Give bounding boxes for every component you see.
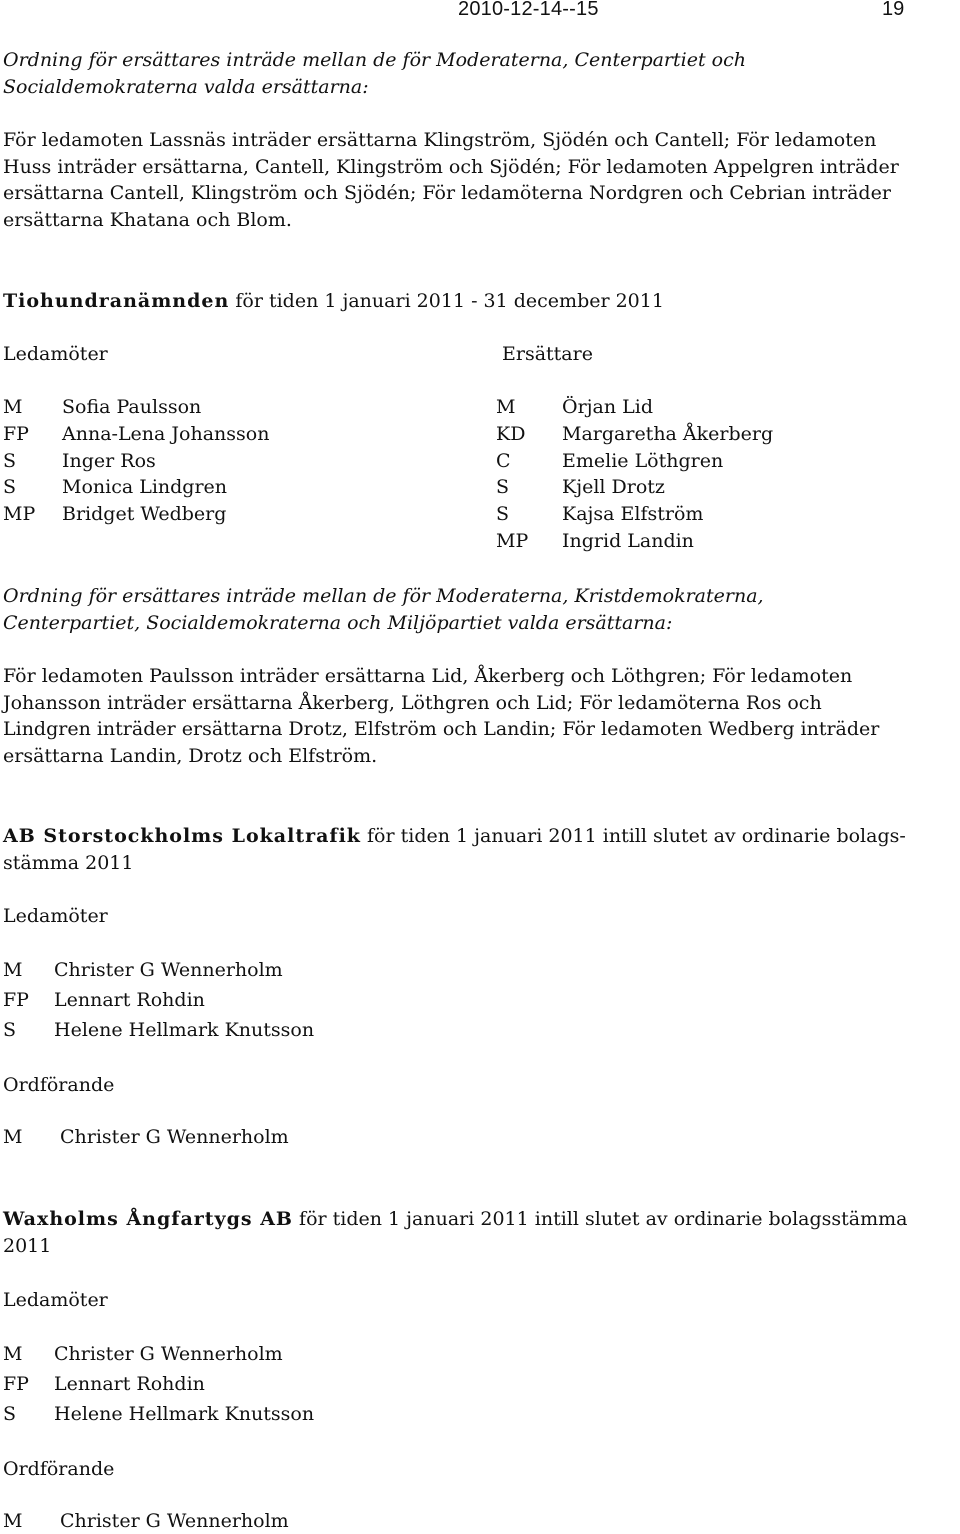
order-paragraph-line-2: Johansson inträder ersättarna Åkerberg, Löthgren och Lid; För ledamöterna Ros och: [3, 692, 822, 714]
member-name: Helene Hellmark Knutsson: [54, 1403, 315, 1425]
section-title-line-2: 2011: [3, 1235, 52, 1257]
substitute-party: S: [496, 476, 510, 498]
substitute-party: S: [496, 503, 510, 525]
member-party: FP: [3, 423, 29, 445]
order-paragraph-line-4: ersättarna Landin, Drotz och Elfström.: [3, 745, 378, 767]
section-title-bold: Waxholms Ångfartygs AB: [3, 1208, 293, 1230]
substitute-name: Emelie Löthgren: [562, 450, 724, 472]
member-name: Christer G Wennerholm: [54, 1343, 283, 1365]
member-name: Helene Hellmark Knutsson: [54, 1019, 315, 1041]
order-heading-line-1: Ordning för ersättares inträde mellan de för Moderaterna, Kristdemokraterna,: [3, 585, 764, 607]
substitute-name: Ingrid Landin: [562, 530, 694, 552]
order-paragraph-line-1: För ledamoten Lassnäs inträder ersättarna Klingström, Sjödén och Cantell; För ledamoten: [3, 129, 877, 151]
member-name: Sofia Paulsson: [62, 396, 202, 418]
order-heading-line-2: Socialdemokraterna valda ersättarna:: [3, 76, 369, 98]
substitute-party: M: [496, 396, 516, 418]
member-party: S: [3, 476, 17, 498]
section-title-line-2: stämma 2011: [3, 852, 134, 874]
order-paragraph-line-1: För ledamoten Paulsson inträder ersättarna Lid, Åkerberg och Löthgren; För ledamoten: [3, 665, 853, 687]
substitute-party: MP: [496, 530, 529, 552]
member-party: M: [3, 396, 23, 418]
order-heading-line-2: Centerpartiet, Socialdemokraterna och Miljöpartiet valda ersättarna:: [3, 612, 673, 634]
section-title-rest: för tiden 1 januari 2011 - 31 december 2011: [229, 290, 664, 312]
substitutes-label: Ersättare: [502, 343, 593, 365]
document-date: 2010-12-14--15: [458, 0, 599, 20]
member-party: FP: [3, 989, 29, 1011]
order-heading-line-1: Ordning för ersättares inträde mellan de för Moderaterna, Centerpartiet och: [3, 49, 746, 71]
substitute-name: Kjell Drotz: [562, 476, 665, 498]
substitute-party: C: [496, 450, 511, 472]
member-party: S: [3, 1019, 17, 1041]
chair-name: Christer G Wennerholm: [60, 1126, 289, 1148]
section-title-tiohundranamnden: [3, 288, 664, 315]
members-label: Ledamöter: [3, 343, 108, 365]
section-title-waxholm: [3, 1206, 907, 1233]
members-label: Ledamöter: [3, 905, 108, 927]
member-party: MP: [3, 503, 36, 525]
member-party: M: [3, 959, 23, 981]
page-number: 19: [882, 0, 905, 20]
section-title-sl: [3, 823, 906, 850]
substitute-name: Kajsa Elfström: [562, 503, 704, 525]
members-label: Ledamöter: [3, 1289, 108, 1311]
section-title-rest: för tiden 1 januari 2011 intill slutet av ordinarie bolagsstämma: [293, 1208, 908, 1230]
chair-name: Christer G Wennerholm: [60, 1510, 289, 1532]
member-party: S: [3, 450, 17, 472]
member-name: Christer G Wennerholm: [54, 959, 283, 981]
chair-label: Ordförande: [3, 1458, 115, 1480]
member-name: Bridget Wedberg: [62, 503, 227, 525]
section-title-bold: Tiohundranämnden: [3, 290, 230, 312]
chair-party: M: [3, 1126, 23, 1148]
order-paragraph-line-2: Huss inträder ersättarna, Cantell, Klingström och Sjödén; För ledamoten Appelgren inträder: [3, 156, 899, 178]
member-name: Lennart Rohdin: [54, 989, 205, 1011]
substitute-party: KD: [496, 423, 526, 445]
member-party: S: [3, 1403, 17, 1425]
substitute-name: Margaretha Åkerberg: [562, 423, 774, 445]
substitute-name: Örjan Lid: [562, 396, 654, 418]
member-name: Monica Lindgren: [62, 476, 228, 498]
member-name: Inger Ros: [62, 450, 156, 472]
member-party: M: [3, 1343, 23, 1365]
member-party: FP: [3, 1373, 29, 1395]
member-name: Lennart Rohdin: [54, 1373, 205, 1395]
member-name: Anna-Lena Johansson: [62, 423, 270, 445]
section-title-bold: AB Storstockholms Lokaltrafik: [3, 825, 361, 847]
section-title-rest: för tiden 1 januari 2011 intill slutet av ordinarie bolags-: [360, 825, 906, 847]
order-paragraph-line-3: ersättarna Cantell, Klingström och Sjödén; För ledamöterna Nordgren och Cebrian inträder: [3, 182, 891, 204]
order-paragraph-line-4: ersättarna Khatana och Blom.: [3, 209, 292, 231]
chair-label: Ordförande: [3, 1074, 115, 1096]
order-paragraph-line-3: Lindgren inträder ersättarna Drotz, Elfström och Landin; För ledamoten Wedberg inträder: [3, 718, 880, 740]
chair-party: M: [3, 1510, 23, 1532]
